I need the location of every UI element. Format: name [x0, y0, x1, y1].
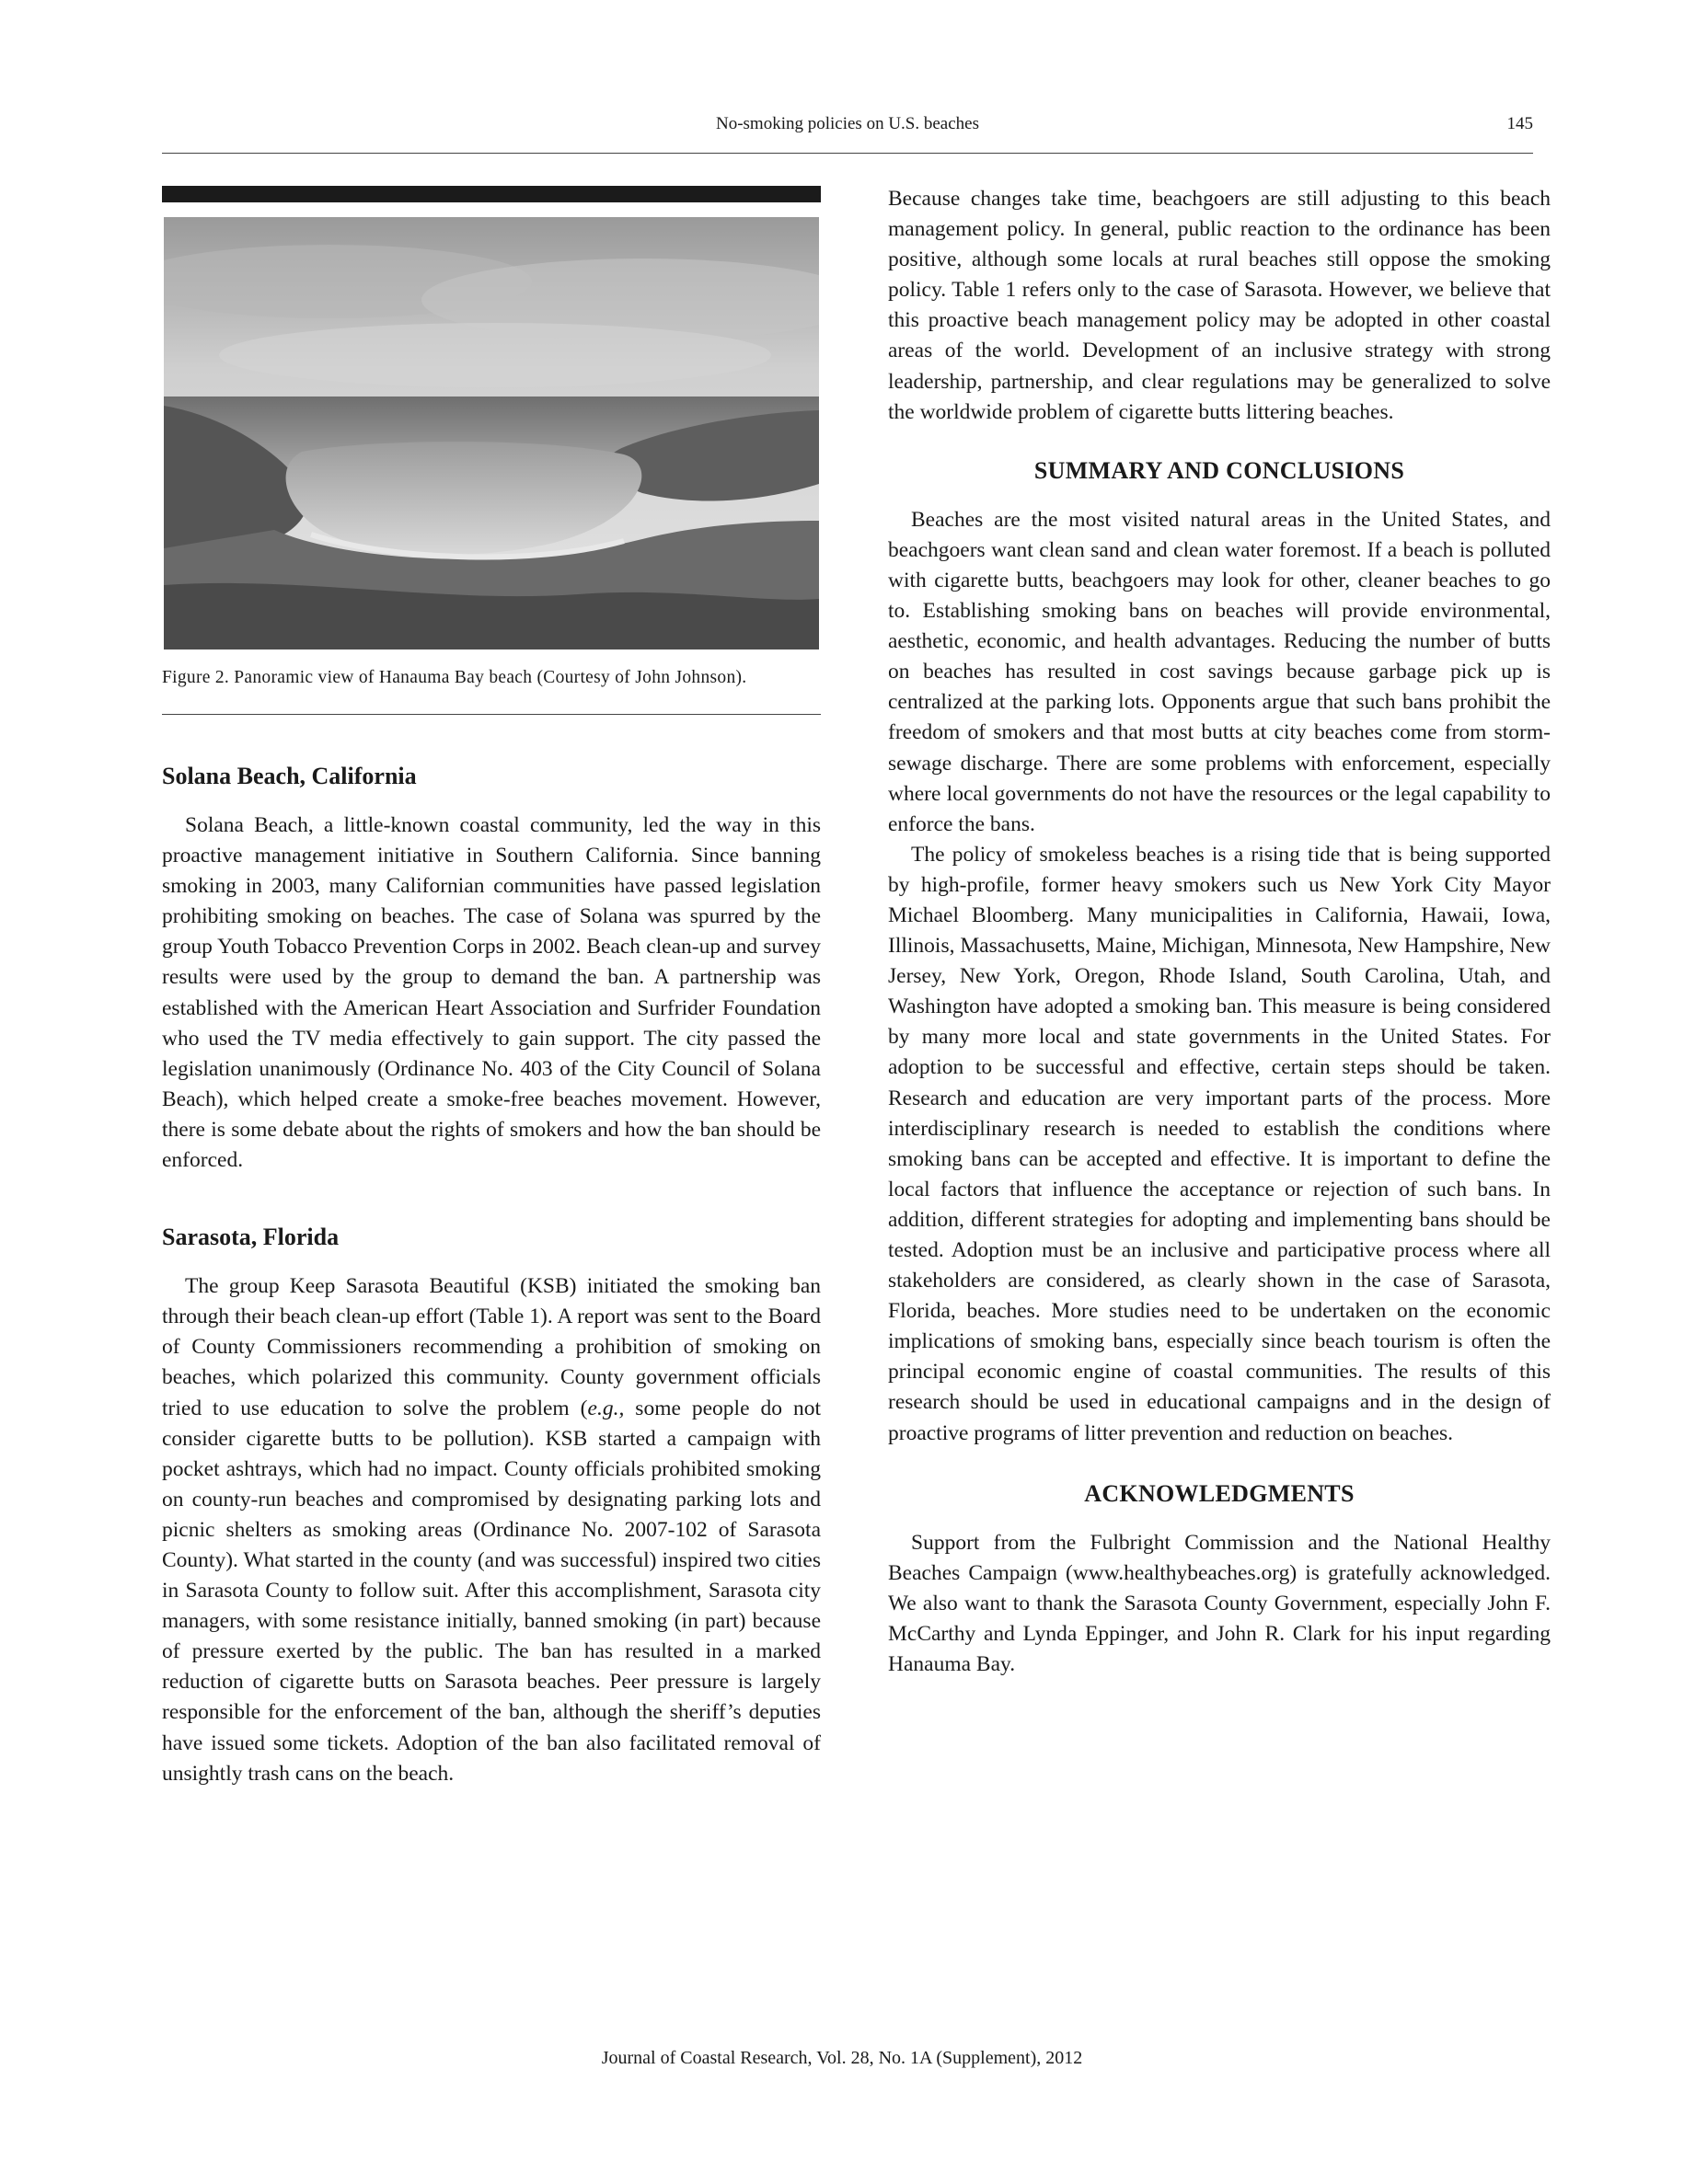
figure-rule — [162, 714, 821, 715]
sarasota-text-part2: some people do not consider cigarette butts to be pollution). KSB started a campaign with pocket ashtrays, which had no impact. County officials prohibited smoking on county-run beaches and compromised by designating parking lots and picnic shelters as smoking areas (Ordinance No. 2007-102 of Sarasota County). What started in the county (and was successful) inspired two cities in Sarasota County to follow suit. After this accomplishment, Sarasota city managers, with some resistance initially, banned smoking (in part) because of pressure exerted by the public. The ban has resulted in a marked reduction of cigarette butts on Sarasota beaches. Peer pressure is largely responsible for the enforcement of the ban, although the sheriff’s deputies have issued some tickets. Adoption of the ban also facilitated removal of unsightly trash cans on the beach. — [162, 1396, 821, 1786]
summary-heading: SUMMARY AND CONCLUSIONS — [1033, 456, 1405, 484]
figure-top-bar — [162, 186, 821, 202]
summary-paragraph-2: The policy of smokeless beaches is a rising tide that is being supported by high-profile, former heavy smokers such us New York City Mayor Michael Bloomberg. Many municipalities in California, Hawaii, Iowa, Illinois, Massachusetts, Maine, Michigan, Minnesota, New Hampshire, New Jersey, New York, Oregon, Rhode Island, South Carolina, Utah, and Washington have adopted a smoking ban. This measure is being considered by many more local and state governments in the United States. For adoption to be successful and effective, certain steps should be taken. Research and education are very important parts of the process. More interdisciplinary research is needed to establish the conditions where smoking bans can be accepted and effective. It is important to define the local factors that influence the acceptance or rejection of such bans. In addition, different strategies for adopting and implementing bans should be tested. Adoption must be an inclusive and participative process where all stakeholders are considered, as clearly shown in the case of Sarasota, Florida, beaches. More studies need to be undertaken on the economic implications of smoking bans, especially since beach tourism is often the principal economic engine of coastal communities. The results of this research should be used in educational campaigns and in the design of proactive programs of litter prevention and reduction on beaches. — [888, 842, 1551, 1445]
acknowledgments-paragraph: Support from the Fulbright Commission and the National Healthy Beaches Campaign (www.healthybeaches.org) is gratefully acknowledged. We also want to thank the Sarasota County Government, especially John F. McCarthy and Lynda Eppinger, and John R. Clark for his input regarding Hanauma Bay. — [888, 1530, 1551, 1677]
sarasota-text-part1: The group Keep Sarasota Beautiful (KSB) initiated the smoking ban through their beach clean-up effort (Table 1). A report was sent to the Board of County Commissioners recommending a prohibition of smoking on beaches, which polarized this community. County government officials tried to use education to solve the problem ( — [162, 1274, 821, 1420]
acknowledgments-heading: ACKNOWLEDGMENTS — [1084, 1479, 1355, 1507]
right-column — [888, 184, 1551, 1680]
hanauma-bay-photo — [164, 217, 819, 649]
running-head-title: No-smoking policies on U.S. beaches — [715, 114, 979, 133]
header-rule — [162, 153, 1533, 154]
continuation-paragraph: Because changes take time, beachgoers are still adjusting to this beach management policy. In general, public reaction to the ordinance has been positive, although some locals at rural beaches still oppose the smoking policy. Table 1 refers only to the case of Sarasota. However, we believe that this proactive beach management policy may be adopted in other coastal areas of the world. Development of an inclusive strategy with strong leadership, partnership, and clear regulations may be generalized to solve the worldwide problem of cigarette butts littering beaches. — [888, 187, 1551, 424]
summary-paragraph-1: Beaches are the most visited natural areas in the United States, and beachgoers want clean sand and clean water foremost. If a beach is polluted with cigarette butts, beachgoers may look for other, cleaner beaches to go to. Establishing smoking bans on beaches will provide environmental, aesthetic, economic, and health advantages. Reducing the number of butts on beaches has resulted in cost savings because garbage pick up is centralized at the parking lots. Opponents argue that such bans prohibit the freedom of smokers and that most butts at city beaches come from storm-sewage discharge. There are some problems with enforcement, especially where local governments do not have the resources or the legal capability to enforce the bans. — [888, 507, 1551, 836]
running-head — [162, 109, 1533, 140]
left-column — [162, 184, 821, 1789]
sarasota-heading: Sarasota, Florida — [162, 1224, 340, 1251]
sarasota-paragraph — [162, 1271, 821, 1789]
solana-beach-paragraph: Solana Beach, a little-known coastal community, led the way in this proactive management initiative in Southern California. Since banning smoking in 2003, many Californian communities have passed legislation prohibiting smoking on beaches. The case of Solana was spurred by the group Youth Tobacco Prevention Corps in 2002. Beach clean-up and survey results were used by the group to demand the ban. A partnership was established with the American Heart Association and Surfrider Foundation who used the TV media effectively to gain support. The city passed the legislation unanimously (Ordinance No. 403 of the City Council of Solana Beach), which helped create a smoke-free beaches movement. However, there is some debate about the rights of smokers and how the ban should be enforced. — [162, 813, 821, 1173]
bay-photo-illustration — [164, 217, 819, 649]
sarasota-text-italic: e.g., — [587, 1396, 625, 1420]
figure-caption: Figure 2. Panoramic view of Hanauma Bay beach (Courtesy of John Johnson). — [162, 668, 747, 687]
journal-footer: Journal of Coastal Research, Vol. 28, No. 1A (Supplement), 2012 — [601, 2048, 1083, 2068]
page-number: 145 — [1506, 114, 1533, 133]
solana-beach-heading: Solana Beach, California — [162, 763, 417, 789]
